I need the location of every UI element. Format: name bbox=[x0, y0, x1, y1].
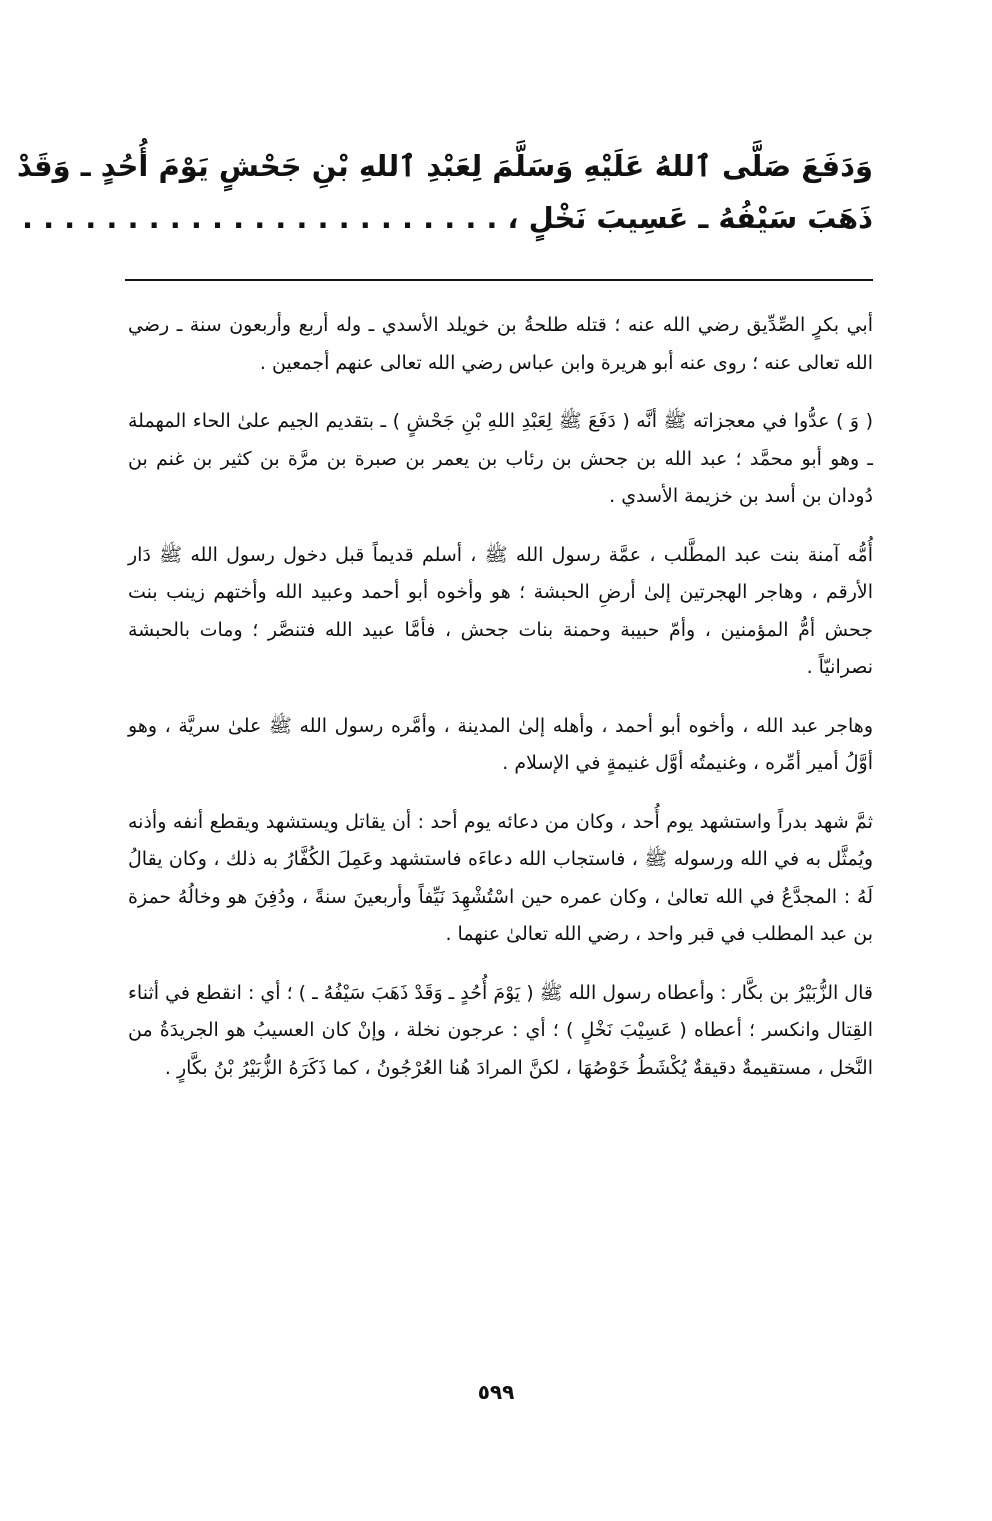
commentary bbox=[128, 307, 873, 1087]
commentary-paragraph-1: أبي بكرٍ الصِّدِّيق رضي الله عنه ؛ قتله طلحةُ بن خويلد الأسدي ـ وله أربع وأربعون سنة ـ رضي الله تعالى عنه ؛ روى عنه أبو هريرة وابن عباس رضي الله تعالى عنهم أجمعين . bbox=[128, 314, 873, 374]
page-number: ٥٩٩ bbox=[477, 1380, 515, 1404]
page-body bbox=[16, 140, 873, 1108]
commentary-paragraph-6: قال الزُّبَيْرُ بن بكَّار : وأعطاه رسول الله ﷺ ( يَوْمَ أُحُدٍ ـ وَقَدْ ذَهَبَ سَيْفُهُ ـ ) ؛ أي : انقطع في أثناء القِتال وانكسر ؛ أعطاه ( عَسِيْبَ نَخْلٍ ) ؛ أي : عرجون نخلة ، وإنْ كان العسيبُ هو الجريدَةُ من النَّخل ، مستقيمةٌ دقيقةٌ يُكْشَطُ خَوْصُهَا ، لكنَّ المرادَ هُنا العُرْجُونُ ، كما ذَكَرَهُ الزُّبَيْرُ بْنُ بكَّارٍ . bbox=[128, 981, 873, 1079]
separator-rule bbox=[125, 279, 873, 281]
matn-line-2: ذَهَبَ سَيْفُهُ ـ عَسِيبَ نَخْلٍ ، . . . . . . . . . . . . . . . . . . . . . . . bbox=[21, 201, 873, 235]
matn-line-1: وَدَفَعَ صَلَّى ٱللهُ عَلَيْهِ وَسَلَّمَ لِعَبْدِ ٱللهِ بْنِ جَحْشٍ يَوْمَ أُحُدٍ ـ وَقَدْ bbox=[16, 149, 873, 183]
commentary-paragraph-2: ( وَ ) عدُّوا في معجزاته ﷺ أنَّه ( دَفَعَ ﷺ لِعَبْدِ اللهِ بْنِ جَحْشٍ ) ـ بتقديم الجيم علىٰ الحاء المهملة ـ وهو أبو محمَّد ؛ عبد الله بن جحش بن رئاب بن يعمر بن صبرة بن مرَّة بن كثير بن غنم بن دُودان بن أسد بن خزيمة الأسدي . bbox=[128, 410, 873, 507]
commentary-paragraph-5: ثمَّ شهد بدراً واستشهد يوم أُحد ، وكان من دعائه يوم أحد : أن يقاتل ويستشهد ويقطع أنفه وأذنه ويُمثَّل به في الله ورسوله ﷺ ، فاستجاب الله دعاءَه فاستشهد وعَمِلَ الكُفَّارُ به ذلك ، وكان يقالُ لَهُ : المجدَّعُ في الله تعالىٰ ، وكان عمره حين اسْتُشْهِدَ نَيِّفاً وأربعينَ سنةً ، ودُفِنَ هو وخالُهُ حمزة بن عبد المطلب في قبر واحد ، رضي الله تعالىٰ عنهما . bbox=[128, 810, 873, 945]
commentary-paragraph-3: أُمُّه آمنة بنت عبد المطَّلب ، عمَّة رسول الله ﷺ ، أسلم قديماً قبل دخول رسول الله ﷺ دَار الأرقم ، وهاجر الهجرتين إلىٰ أرضِ الحبشة ؛ هو وأخوه أبو أحمد وعبيد الله وأختهم زينب بنت جحش أمُّ المؤمنين ، وأمّ حبيبة وحمنة بنات جحش ، فأمَّا عبيد الله فتنصَّر ؛ ومات بالحبشة نصرانيّاً . bbox=[128, 543, 873, 678]
commentary-paragraph-4: وهاجر عبد الله ، وأخوه أبو أحمد ، وأهله إلىٰ المدينة ، وأمَّره رسول الله ﷺ علىٰ سريَّة ، وهو أوَّلُ أمير أمِّره ، وغنيمتُه أوَّل غنيمةٍ في الإسلام . bbox=[128, 714, 873, 774]
matn-text bbox=[16, 140, 873, 244]
